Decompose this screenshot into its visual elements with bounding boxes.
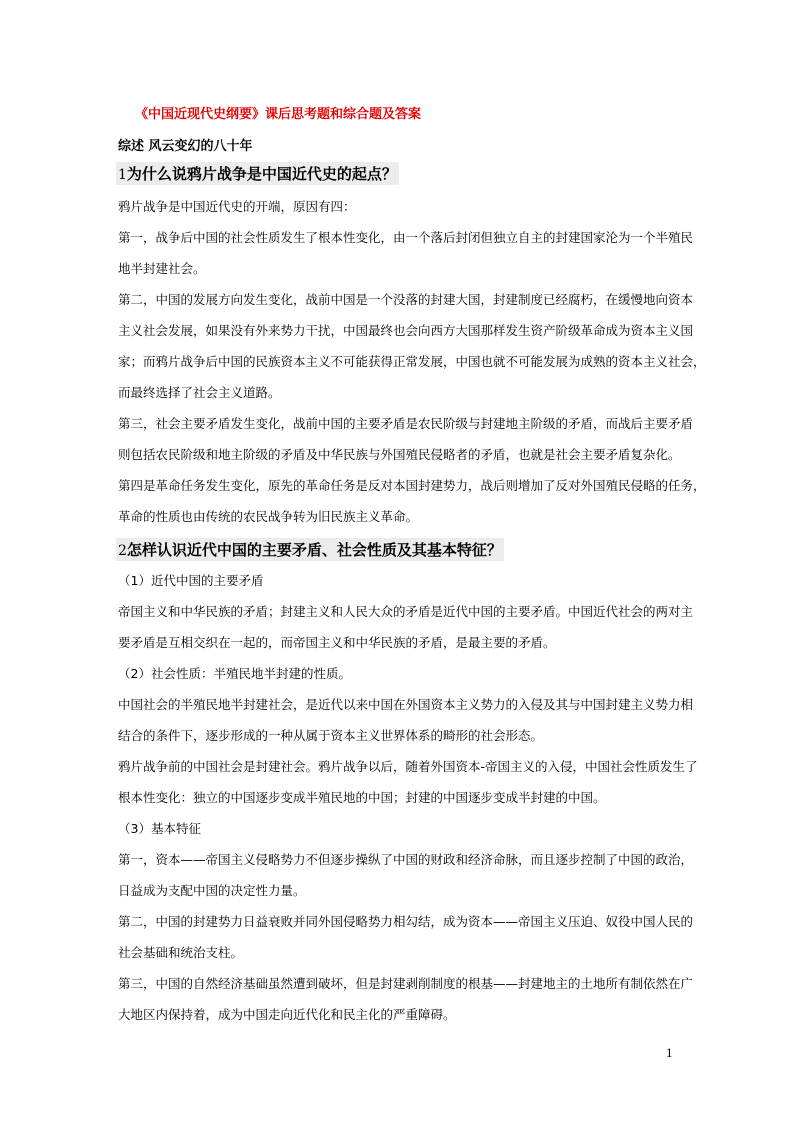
answer-line: 主义社会发展，如果没有外来势力干扰，中国最终也会向西方大国那样发生资产阶级革命成为资本主义国: [118, 323, 694, 338]
answer-line: 第二，中国的发展方向发生变化，战前中国是一个没落的封建大国，封建制度已经腐朽，在缓慢地向资本: [118, 292, 694, 307]
document-title: 《中国近现代史纲要》课后思考题和综合题及答案: [135, 107, 422, 122]
answer-line: 要矛盾是互相交织在一起的，而帝国主义和中华民族的矛盾，是最主要的矛盾。: [118, 635, 556, 650]
section-title: 综述 风云变幻的八十年: [118, 139, 253, 154]
answer-line: 则包括农民阶级和地主阶级的矛盾及中华民族与外国殖民侵略者的矛盾，也就是社会主要矛盾复杂化。: [118, 447, 681, 462]
answer-line: 鸦片战争前的中国社会是封建社会。鸦片战争以后，随着外国资本-帝国主义的入侵，中国社会性质发生了: [118, 759, 698, 774]
question-1-answer: [118, 191, 706, 532]
answer-line: 第四是革命任务发生变化，原先的革命任务是反对本国封建势力，战后则增加了反对外国殖民侵略的任务，: [118, 478, 706, 493]
question-2-number: 2: [118, 543, 127, 559]
answer-line: 第三，社会主要矛盾发生变化，战前中国的主要矛盾是农民阶级与封建地主阶级的矛盾，而战后主要矛盾: [118, 416, 694, 431]
answer-line: 社会基础和统治支柱。: [118, 945, 244, 960]
answer-line: 家；而鸦片战争后中国的民族资本主义不可能获得正常发展，中国也就不可能发展为成熟的资本主义社会，: [118, 354, 706, 369]
question-2-text: 怎样认识近代中国的主要矛盾、社会性质及其基本特征？: [126, 541, 502, 559]
answer-line: 鸦片战争是中国近代史的开端，原因有四：: [118, 199, 356, 214]
question-1-number: 1: [118, 167, 127, 183]
answer-line: 第二，中国的封建势力日益衰败并同外国侵略势力相勾结，成为资本——帝国主义压迫、奴役中国人民的: [118, 914, 694, 929]
answer-line: 根本性变化：独立的中国逐步变成半殖民地的中国；封建的中国逐步变成半封建的中国。: [118, 790, 606, 805]
answer-line: （1）近代中国的主要矛盾: [118, 573, 264, 588]
answer-line: 帝国主义和中华民族的矛盾；封建主义和人民大众的矛盾是近代中国的主要矛盾。中国近代社会的两对主: [118, 604, 694, 619]
answer-line: （3）基本特征: [118, 821, 201, 836]
answer-line: 结合的条件下，逐步形成的一种从属于资本主义世界体系的畸形的社会形态。: [118, 728, 544, 743]
question-2-answer: [118, 565, 698, 1030]
answer-line: 革命的性质也由传统的农民战争转为旧民族主义革命。: [118, 509, 419, 524]
answer-line: 第一，资本——帝国主义侵略势力不但逐步操纵了中国的财政和经济命脉，而且逐步控制了中国的政治，: [118, 852, 694, 867]
page-number: 1: [666, 1045, 673, 1060]
question-2-heading: [116, 538, 504, 561]
question-1-text: 为什么说鸦片战争是中国近代史的起点？: [126, 165, 397, 183]
answer-line: （2）社会性质：半殖民地半封建的性质。: [118, 666, 351, 681]
answer-line: 日益成为支配中国的决定性力量。: [118, 883, 306, 898]
answer-line: 第三，中国的自然经济基础虽然遭到破坏，但是封建剥削制度的根基——封建地主的土地所有制依然在广: [118, 976, 694, 991]
answer-line: 而最终选择了社会主义道路。: [118, 385, 281, 400]
answer-line: 大地区内保持着，成为中国走向近代化和民主化的严重障碍。: [118, 1007, 456, 1022]
answer-line: 第一，战争后中国的社会性质发生了根本性变化，由一个落后封闭但独立自主的封建国家沦为一个半殖民: [118, 230, 694, 245]
answer-line: 中国社会的半殖民地半封建社会，是近代以来中国在外国资本主义势力的入侵及其与中国封建主义势力相: [118, 697, 694, 712]
question-1-heading: [116, 162, 399, 185]
answer-line: 地半封建社会。: [118, 261, 206, 276]
